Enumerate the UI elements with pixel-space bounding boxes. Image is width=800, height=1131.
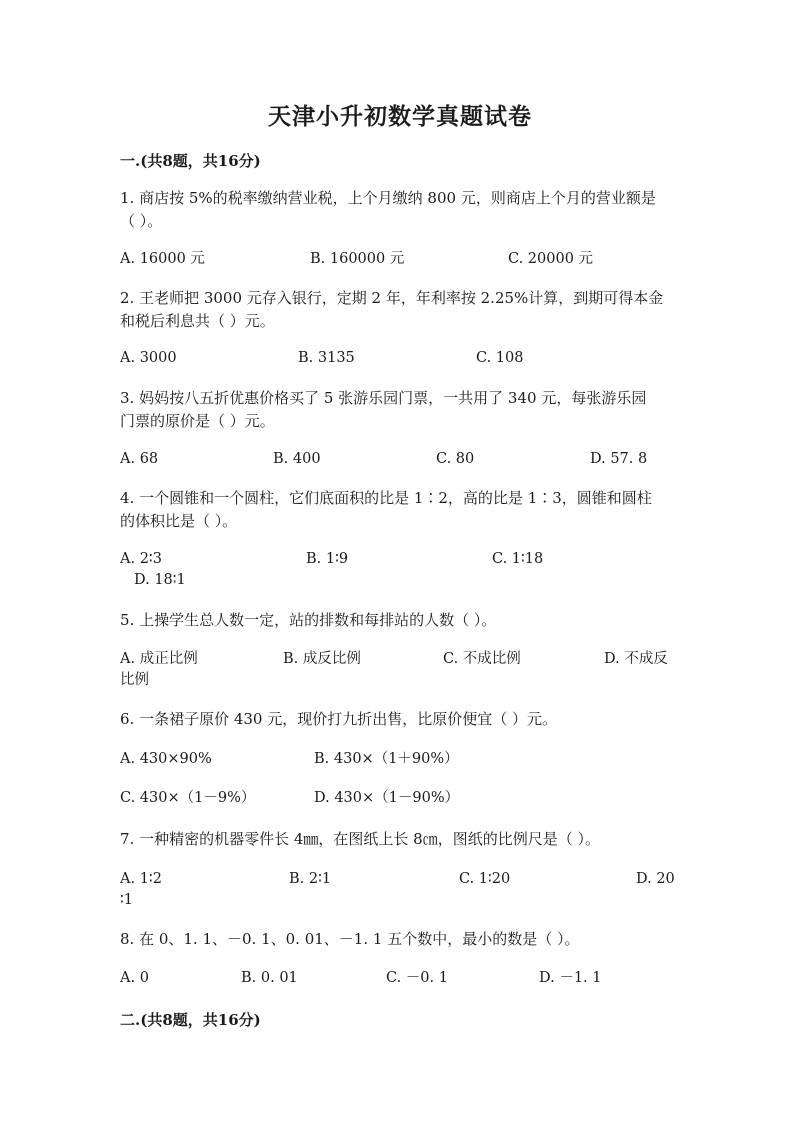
q7-option-d: D. 20 bbox=[636, 871, 675, 887]
q5-option-c: C. 不成比例 bbox=[443, 651, 521, 667]
q5-option-b: B. 成反比例 bbox=[283, 651, 361, 667]
question-4-line-2: 的体积比是（ ）。 bbox=[120, 512, 238, 530]
question-2 bbox=[120, 287, 682, 333]
question-5 bbox=[120, 609, 682, 632]
question-5-line-1: 5. 上操学生总人数一定，站的排数和每排站的人数（ ）。 bbox=[120, 611, 497, 629]
question-1-line-1: 1. 商店按 5%的税率缴纳营业税，上个月缴纳 800 元，则商店上个月的营业额是 bbox=[120, 189, 656, 207]
q1-option-b: B. 160000 元 bbox=[310, 251, 405, 267]
question-4-line-1: 4. 一个圆锥和一个圆柱，它们底面积的比是 1∶2，高的比是 1∶3，圆锥和圆柱 bbox=[120, 489, 652, 507]
q6-option-a: A. 430×90% bbox=[120, 751, 212, 767]
question-8-line-1: 8. 在 0、1. 1、－0. 1、0. 01、－1. 1 五个数中，最小的数是（ ）。 bbox=[120, 930, 580, 948]
question-3-line-2: 门票的原价是（ ）元。 bbox=[120, 412, 275, 430]
q4-option-a: A. 2∶3 bbox=[120, 551, 162, 567]
q4-option-b: B. 1∶9 bbox=[306, 551, 349, 567]
q7-option-d-continued: ∶1 bbox=[120, 892, 133, 908]
q2-option-b: B. 3135 bbox=[298, 350, 355, 366]
q2-option-c: C. 108 bbox=[476, 350, 524, 366]
question-6-line-1: 6. 一条裙子原价 430 元，现价打九折出售，比原价便宜（ ）元。 bbox=[120, 710, 558, 728]
q7-option-a: A. 1∶2 bbox=[120, 871, 162, 887]
q8-option-b: B. 0. 01 bbox=[241, 970, 298, 986]
q7-option-c: C. 1∶20 bbox=[459, 871, 511, 887]
question-4 bbox=[120, 487, 682, 533]
q8-option-a: A. 0 bbox=[120, 970, 149, 986]
q3-option-c: C. 80 bbox=[436, 451, 475, 467]
q3-option-b: B. 400 bbox=[273, 451, 321, 467]
question-2-line-2: 和税后利息共（ ）元。 bbox=[120, 312, 275, 330]
page-title: 天津小升初数学真题试卷 bbox=[268, 103, 532, 130]
q3-option-d: D. 57. 8 bbox=[590, 451, 648, 467]
section-heading-2: 二.(共8题，共16分) bbox=[120, 1011, 261, 1029]
q1-option-a: A. 16000 元 bbox=[120, 251, 205, 267]
q4-option-c: C. 1∶18 bbox=[492, 551, 544, 567]
question-3-line-1: 3. 妈妈按八五折优惠价格买了 5 张游乐园门票，一共用了 340 元，每张游乐园 bbox=[120, 389, 647, 407]
q6-option-b: B. 430×（1＋90%） bbox=[314, 751, 459, 767]
question-3 bbox=[120, 387, 682, 433]
q5-option-d-continued: 比例 bbox=[120, 672, 149, 688]
section-heading-1: 一.(共8题，共16分) bbox=[120, 152, 261, 170]
q5-option-a: A. 成正比例 bbox=[120, 651, 198, 667]
q1-option-c: C. 20000 元 bbox=[508, 251, 594, 267]
q6-option-c: C. 430×（1－9%） bbox=[120, 790, 256, 806]
question-7 bbox=[120, 828, 682, 851]
q6-option-d: D. 430×（1－90%） bbox=[314, 790, 460, 806]
q5-option-d: D. 不成反 bbox=[604, 651, 668, 667]
question-1-line-2: （ ）。 bbox=[120, 212, 163, 230]
question-8 bbox=[120, 928, 682, 951]
question-7-line-1: 7. 一种精密的机器零件长 4㎜，在图纸上长 8㎝，图纸的比例尺是（ ）。 bbox=[120, 830, 600, 848]
q4-option-d: D. 18∶1 bbox=[134, 572, 186, 588]
q3-option-a: A. 68 bbox=[120, 451, 159, 467]
q7-option-b: B. 2∶1 bbox=[289, 871, 332, 887]
question-1 bbox=[120, 187, 682, 233]
q8-option-c: C. －0. 1 bbox=[386, 970, 448, 986]
question-6 bbox=[120, 708, 682, 731]
q2-option-a: A. 3000 bbox=[120, 350, 177, 366]
q8-option-d: D. －1. 1 bbox=[539, 970, 602, 986]
question-2-line-1: 2. 王老师把 3000 元存入银行，定期 2 年，年利率按 2.25%计算，到期可得本金 bbox=[120, 289, 664, 307]
